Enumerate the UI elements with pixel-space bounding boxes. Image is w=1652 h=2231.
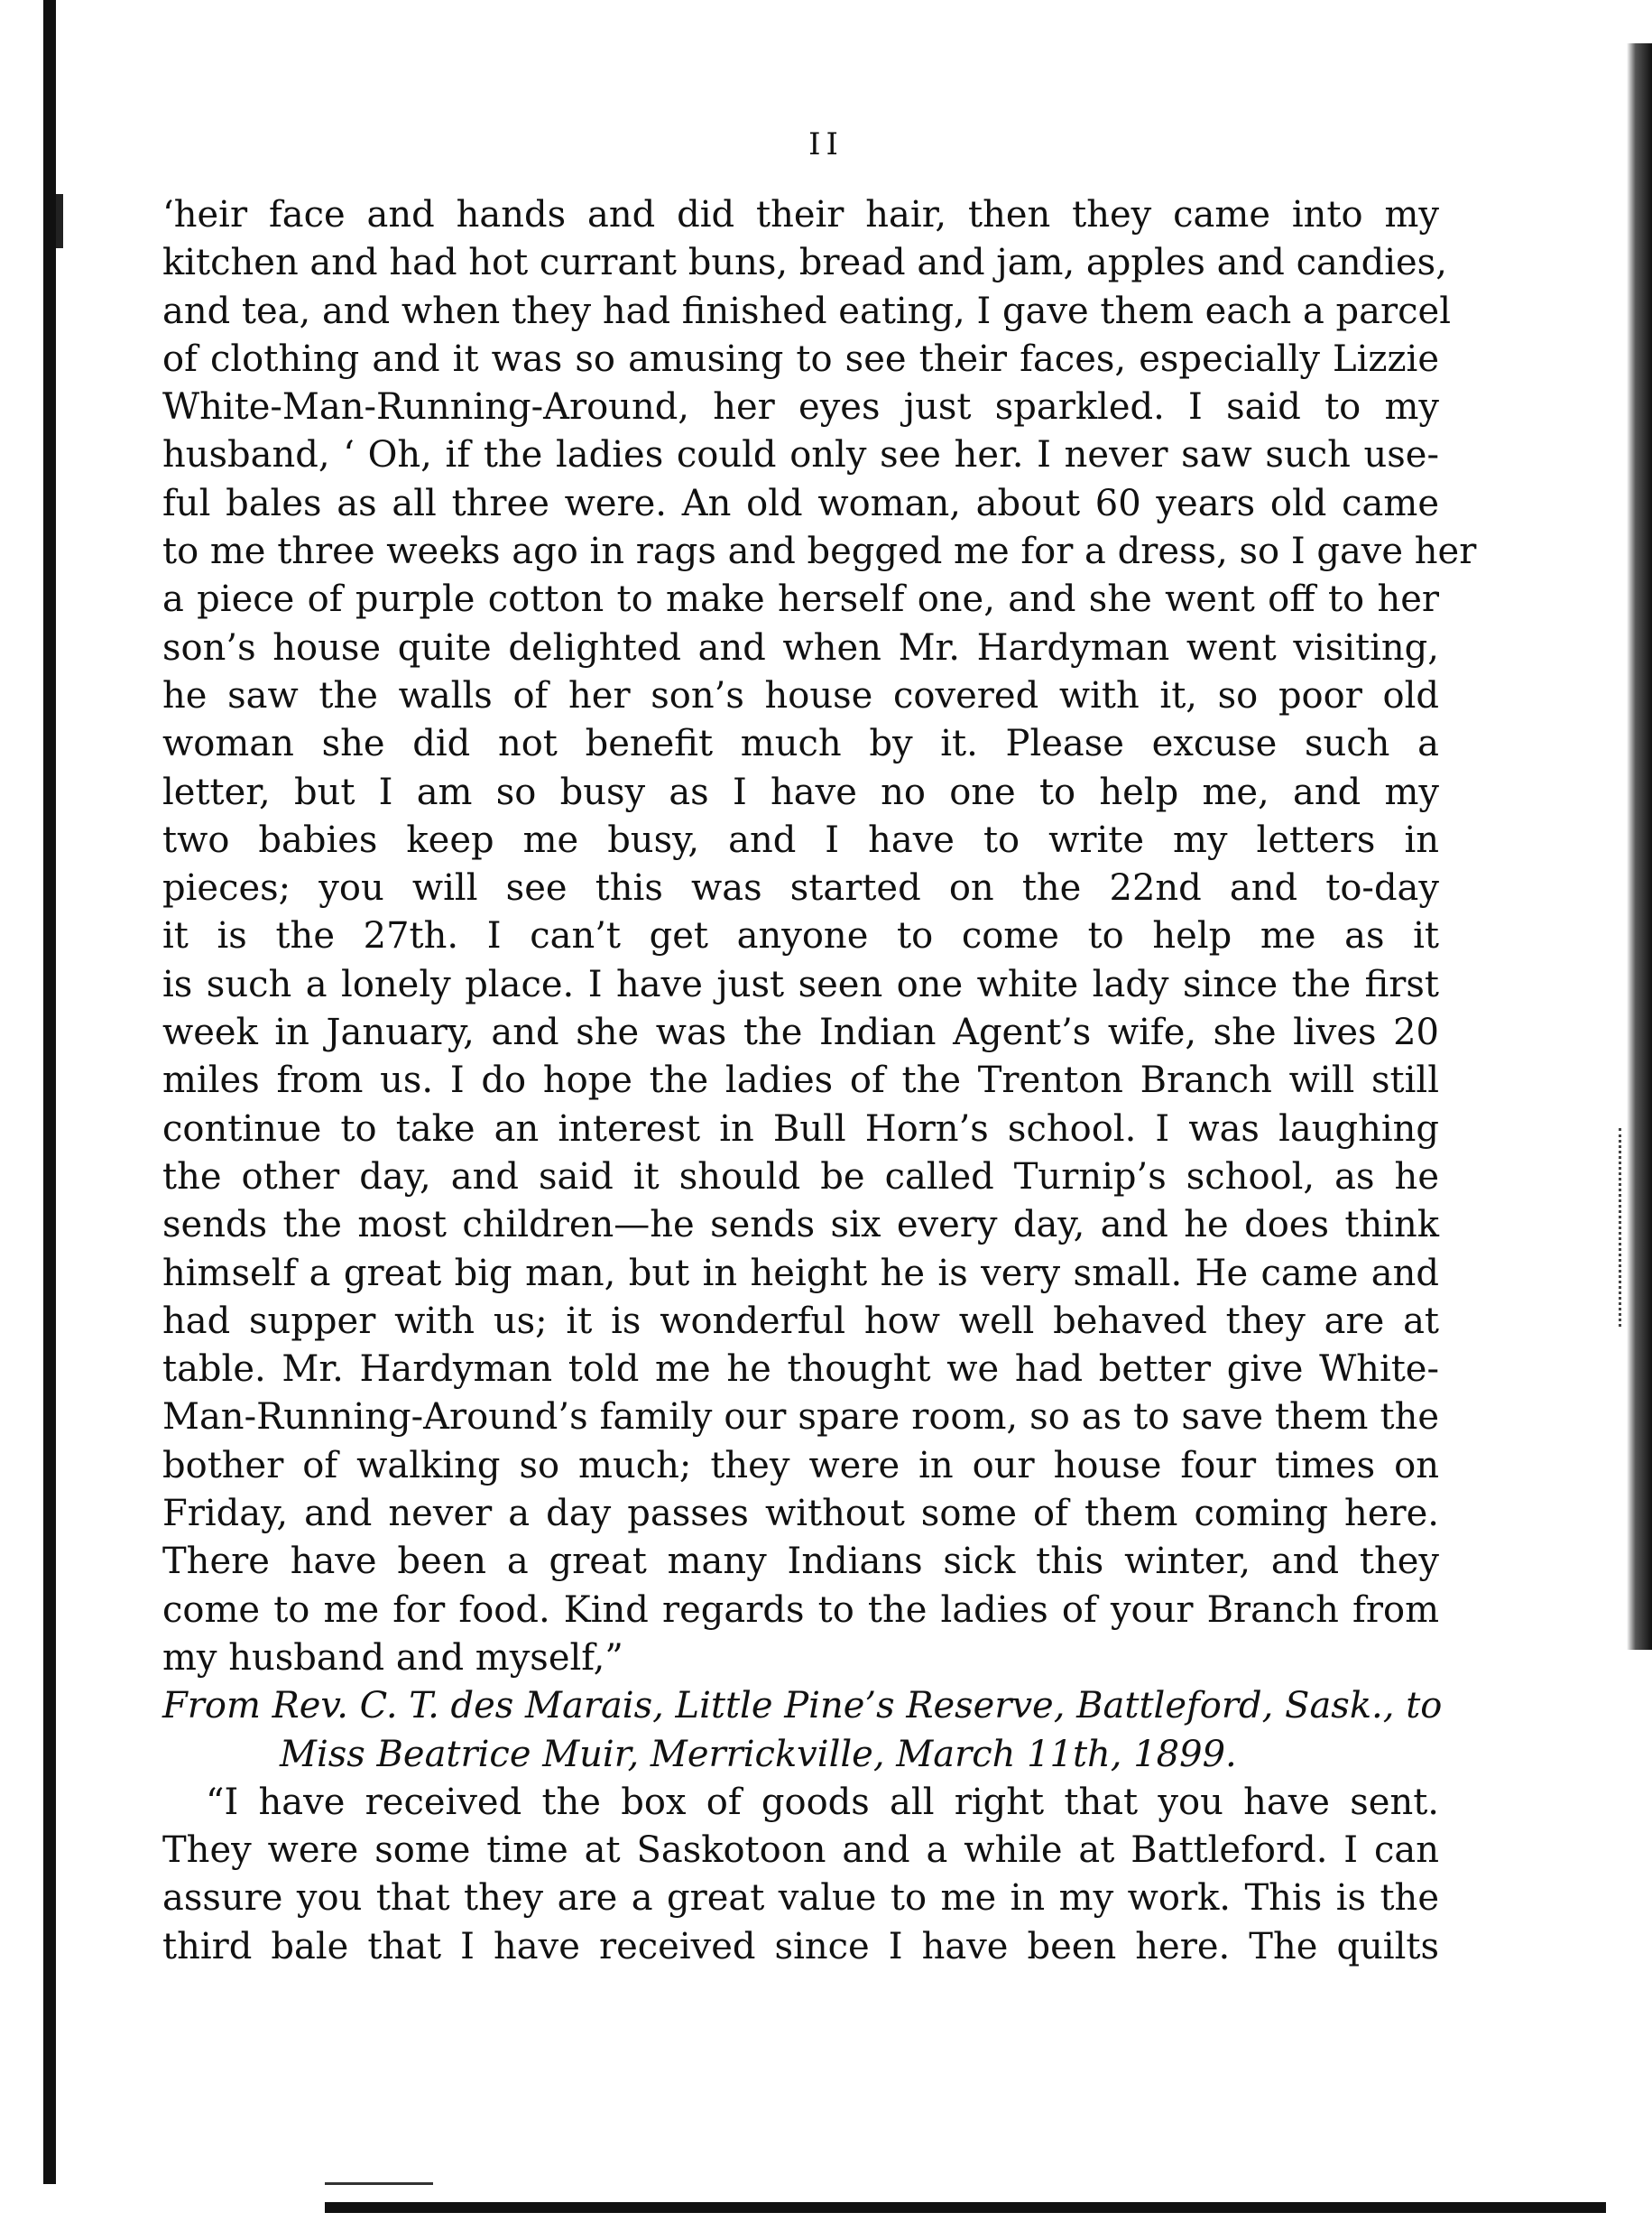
text-line: miles from us. I do hope the ladies of the Trenton Branch will still xyxy=(162,1060,1439,1102)
text-line: bother of walking so much; they were in our house four times on xyxy=(162,1444,1439,1486)
text-line: my husband and myself,” xyxy=(162,1636,623,1679)
text-line: sends the most children—he sends six every day, and he does think xyxy=(162,1204,1439,1246)
text-line: son’s house quite delighted and when Mr. Hardyman went visiting, xyxy=(162,626,1439,669)
text-line: They were some time at Saskotoon and a while at Battleford. I can xyxy=(162,1829,1439,1872)
text-line: table. Mr. Hardyman told me he thought we had better give White- xyxy=(162,1348,1439,1391)
text-line: Man-Running-Around’s family our spare room, so as to save them the xyxy=(162,1396,1439,1439)
text-line: had supper with us; it is wonderful how well behaved they are at xyxy=(162,1300,1439,1342)
text-line: There have been a great many Indians sick this winter, and they xyxy=(162,1541,1439,1583)
text-line: assure you that they are a great value to me in my work. This is the xyxy=(162,1877,1439,1920)
heading-line: Miss Beatrice Muir, Merrickville, March 11th, 1899. xyxy=(280,1733,1237,1775)
text-line: White-Man-Running-Around, her eyes just sparkled. I said to my xyxy=(162,386,1439,429)
text-line: kitchen and had hot currant buns, bread and jam, apples and candies, xyxy=(162,242,1447,284)
text-line: a piece of purple cotton to make herself one, and she went off to her xyxy=(162,579,1439,621)
letter-2 xyxy=(162,1779,1439,1971)
text-line: third bale that I have received since I have been here. The quilts xyxy=(162,1925,1439,1967)
heading-line: From Rev. C. T. des Marais, Little Pine’s Reserve, Battleford, Sask., to xyxy=(162,1685,1443,1727)
text-line: come to me for food. Kind regards to the ladies of your Branch from xyxy=(162,1588,1439,1631)
text-line: Friday, and never a day passes without some of them coming here. xyxy=(162,1493,1439,1535)
text-line: to me three weeks ago in rags and begged me for a dress, so I gave her xyxy=(162,531,1477,573)
scan-edge-right-dots xyxy=(1619,1128,1625,1327)
text-line: woman she did not benefit much by it. Please excuse such a xyxy=(162,723,1439,765)
text-line: it is the 27th. I can’t get anyone to come to help me as it xyxy=(162,915,1439,958)
text-line: two babies keep me busy, and I have to write my letters in xyxy=(162,819,1439,861)
page-text xyxy=(162,191,1477,1971)
scan-edge-right xyxy=(1627,43,1652,1650)
text-line: pieces; you will see this was started on the 22nd and to-day xyxy=(162,867,1439,910)
scan-edge-left xyxy=(43,0,56,2184)
text-line: is such a lonely place. I have just seen one white lady since the first xyxy=(162,963,1439,1005)
letter-2-heading xyxy=(162,1682,1443,1779)
text-line: ful bales as all three were. An old woman, about 60 years old came xyxy=(162,482,1439,524)
text-line: himself a great big man, but in height he is very small. He came and xyxy=(162,1252,1439,1294)
text-line: of clothing and it was so amusing to see their faces, especially Lizzie xyxy=(162,338,1439,380)
text-line: ‘heir face and hands and did their hair, then they came into my xyxy=(162,194,1439,236)
text-line: husband, ‘ Oh, if the ladies could only see her. I never saw such use- xyxy=(162,434,1439,477)
scan-bottom-rule xyxy=(325,2202,1606,2213)
scan-bottom-rule-thin xyxy=(325,2182,433,2185)
text-line: the other day, and said it should be called Turnip’s school, as he xyxy=(162,1155,1439,1198)
letter-1 xyxy=(162,191,1477,1682)
text-line: week in January, and she was the Indian Agent’s wife, she lives 20 xyxy=(162,1012,1439,1054)
text-line: and tea, and when they had finished eating, I gave them each a parcel xyxy=(162,290,1451,332)
text-line: letter, but I am so busy as I have no one to help me, and my xyxy=(162,771,1439,813)
text-line: he saw the walls of her son’s house covered with it, so poor old xyxy=(162,674,1439,717)
scan-edge-left-mark xyxy=(56,194,63,248)
text-line: “I have received the box of goods all right that you have sent. xyxy=(206,1781,1439,1823)
text-line: continue to take an interest in Bull Horn’s school. I was laughing xyxy=(162,1107,1439,1150)
page-number: II xyxy=(808,126,844,162)
